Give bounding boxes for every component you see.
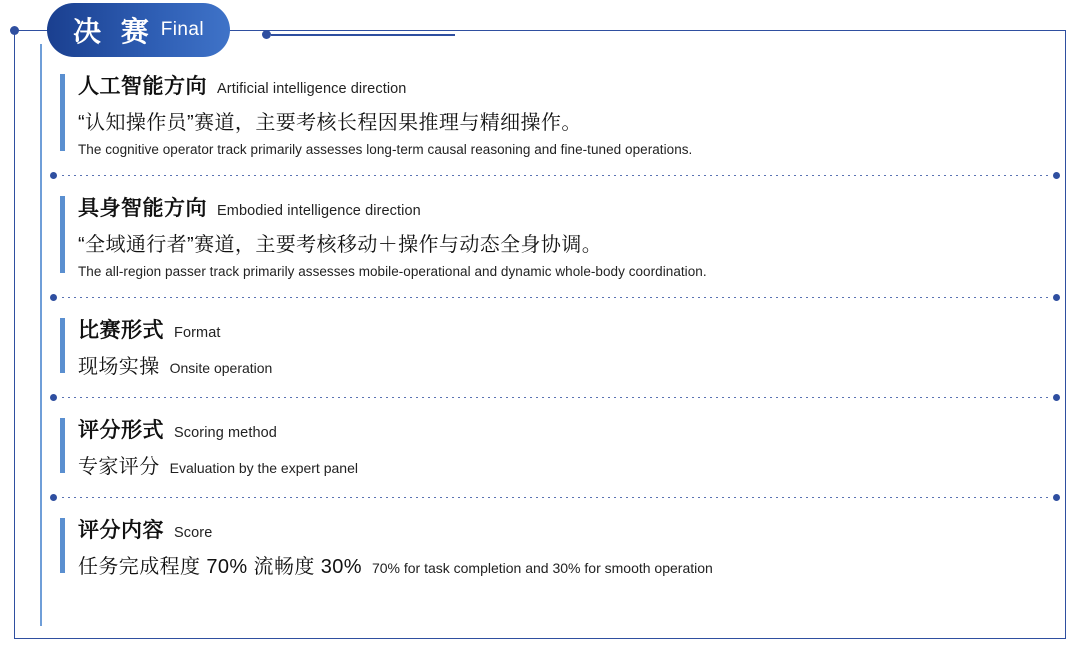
section-title-en: Final bbox=[160, 19, 204, 40]
block-heading-en: Score bbox=[174, 525, 213, 541]
block-heading-cn: 评分形式 bbox=[78, 419, 164, 442]
block-subtitle-cn: 现场实操 bbox=[78, 356, 160, 378]
content-block-embodied bbox=[60, 192, 1050, 279]
block-heading-en: Scoring method bbox=[174, 425, 277, 441]
section-title-cn: 决 赛 bbox=[73, 16, 155, 47]
section-title-pill bbox=[47, 3, 230, 57]
block-heading-cn: 人工智能方向 bbox=[78, 75, 207, 98]
content-block-format bbox=[60, 314, 1050, 379]
block-subtitle bbox=[78, 550, 1050, 579]
content-block-scoring-method bbox=[60, 414, 1050, 479]
block-heading-cn: 具身智能方向 bbox=[78, 197, 207, 220]
divider-4 bbox=[60, 497, 1050, 498]
block-heading bbox=[78, 514, 1050, 544]
accent-bar bbox=[60, 518, 65, 573]
divider-2 bbox=[60, 297, 1050, 298]
frame-right-border bbox=[1065, 30, 1066, 638]
accent-bar bbox=[60, 418, 65, 473]
block-description-en: The cognitive operator track primarily assesses long-term causal reasoning and fine-tuned operations. bbox=[78, 142, 693, 157]
block-subtitle-cn: “认知操作员”赛道，主要考核长程因果推理与精细操作。 bbox=[78, 112, 582, 134]
content-block-score bbox=[60, 514, 1050, 579]
frame-left-border bbox=[14, 30, 15, 638]
content-block-ai bbox=[60, 70, 1050, 157]
block-subtitle-en: 70% for task completion and 30% for smooth operation bbox=[371, 560, 713, 576]
block-heading bbox=[78, 70, 1050, 100]
inner-vertical-rail bbox=[40, 44, 42, 626]
divider-1 bbox=[60, 175, 1050, 176]
frame-bottom-border bbox=[14, 638, 1066, 639]
accent-bar bbox=[60, 196, 65, 273]
block-heading bbox=[78, 414, 1050, 444]
block-heading-en: Format bbox=[174, 325, 221, 341]
block-subtitle-en: Evaluation by the expert panel bbox=[169, 460, 358, 476]
block-subtitle bbox=[78, 350, 1050, 379]
block-heading-cn: 比赛形式 bbox=[78, 319, 164, 342]
frame-corner-dot-icon bbox=[10, 26, 19, 35]
content-blocks bbox=[60, 70, 1050, 579]
block-subtitle bbox=[78, 106, 1050, 135]
block-subtitle-cn: 任务完成程度 70% 流畅度 30% bbox=[78, 556, 362, 578]
block-heading-cn: 评分内容 bbox=[78, 519, 164, 542]
block-subtitle-en: Onsite operation bbox=[169, 360, 273, 376]
block-heading bbox=[78, 314, 1050, 344]
block-heading-en: Embodied intelligence direction bbox=[217, 203, 421, 219]
block-description-en: The all-region passer track primarily assesses mobile-operational and dynamic whole-body coordination. bbox=[78, 264, 707, 279]
title-accent-line bbox=[271, 34, 455, 36]
block-subtitle-cn: “全域通行者”赛道，主要考核移动＋操作与动态全身协调。 bbox=[78, 234, 603, 256]
accent-bar bbox=[60, 318, 65, 373]
block-subtitle bbox=[78, 228, 1050, 257]
block-heading-en: Artificial intelligence direction bbox=[217, 81, 407, 97]
block-subtitle bbox=[78, 450, 1050, 479]
divider-3 bbox=[60, 397, 1050, 398]
accent-bar bbox=[60, 74, 65, 151]
title-line-dot-icon bbox=[262, 30, 271, 39]
block-subtitle-cn: 专家评分 bbox=[78, 456, 160, 478]
block-heading bbox=[78, 192, 1050, 222]
